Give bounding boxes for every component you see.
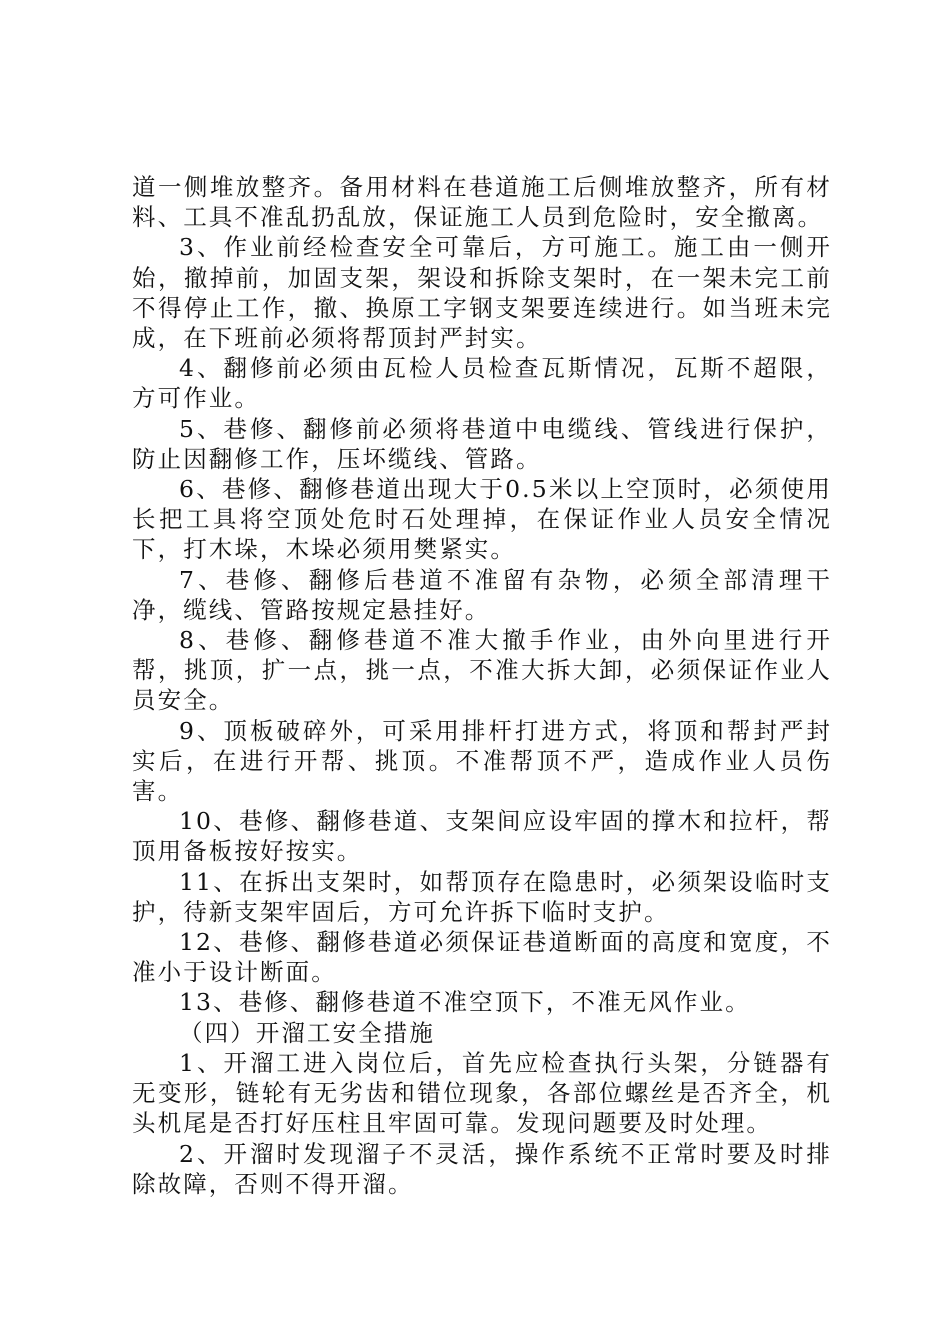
paragraph-item-5: 5、巷修、翻修前必须将巷道中电缆线、管线进行保护，防止因翻修工作，压坏缆线、管路。 <box>132 414 832 473</box>
paragraph-item-4: 4、翻修前必须由瓦检人员检查瓦斯情况，瓦斯不超限，方可作业。 <box>132 354 832 413</box>
paragraph-section4-item-2: 2、开溜时发现溜子不灵活，操作系统不正常时要及时排除故障，否则不得开溜。 <box>132 1139 832 1198</box>
paragraph-item-9: 9、顶板破碎外，可采用排杆打进方式，将顶和帮封严封实后，在进行开帮、挑顶。不准帮顶不严，造成作业人员伤害。 <box>132 716 832 806</box>
paragraph-item-8: 8、巷修、翻修巷道不准大撤手作业，由外向里进行开帮，挑顶，扩一点，挑一点，不准大拆大卸，必须保证作业人员安全。 <box>132 626 832 715</box>
paragraph-section4-item-1: 1、开溜工进入岗位后，首先应检查执行头架，分链器有无变形，链轮有无劣齿和错位现象，各部位螺丝是否齐全，机头机尾是否打好压柱且牢固可靠。发现问题要及时处理。 <box>132 1048 832 1138</box>
paragraph-item-11: 11、在拆出支架时，如帮顶存在隐患时，必须架设临时支护，待新支架牢固后，方可允许拆下临时支护。 <box>132 867 832 926</box>
section-heading: （四）开溜工安全措施 <box>179 1018 435 1047</box>
document-body <box>132 172 832 1199</box>
paragraph-item-12: 12、巷修、翻修巷道必须保证巷道断面的高度和宽度，不准小于设计断面。 <box>132 928 832 987</box>
paragraph-item-13: 13、巷修、翻修巷道不准空顶下，不准无风作业。 <box>179 988 751 1017</box>
paragraph-item-3: 3、作业前经检查安全可靠后，方可施工。施工由一侧开始，撤掉前，加固支架，架设和拆除支架时，在一架未完工前不得停止工作，撤、换原工字钢支架要连续进行。如当班未完成，在下班前必须将帮顶封严封实。 <box>132 233 832 353</box>
paragraph-item-6: 6、巷修、翻修巷道出现大于0.5米以上空顶时，必须使用长把工具将空顶处危时石处理掉，在保证作业人员安全情况下，打木垛，木垛必须用樊紧实。 <box>132 475 832 564</box>
paragraph-item-7: 7、巷修、翻修后巷道不准留有杂物，必须全部清理干净，缆线、管路按规定悬挂好。 <box>132 565 832 624</box>
paragraph-continuation: 道一侧堆放整齐。备用材料在巷道施工后侧堆放整齐，所有材料、工具不准乱扔乱放，保证施工人员到危险时，安全撤离。 <box>132 173 832 232</box>
paragraph-item-10: 10、巷修、翻修巷道、支架间应设牢固的撑木和拉杆，帮顶用备板按好按实。 <box>132 807 832 866</box>
